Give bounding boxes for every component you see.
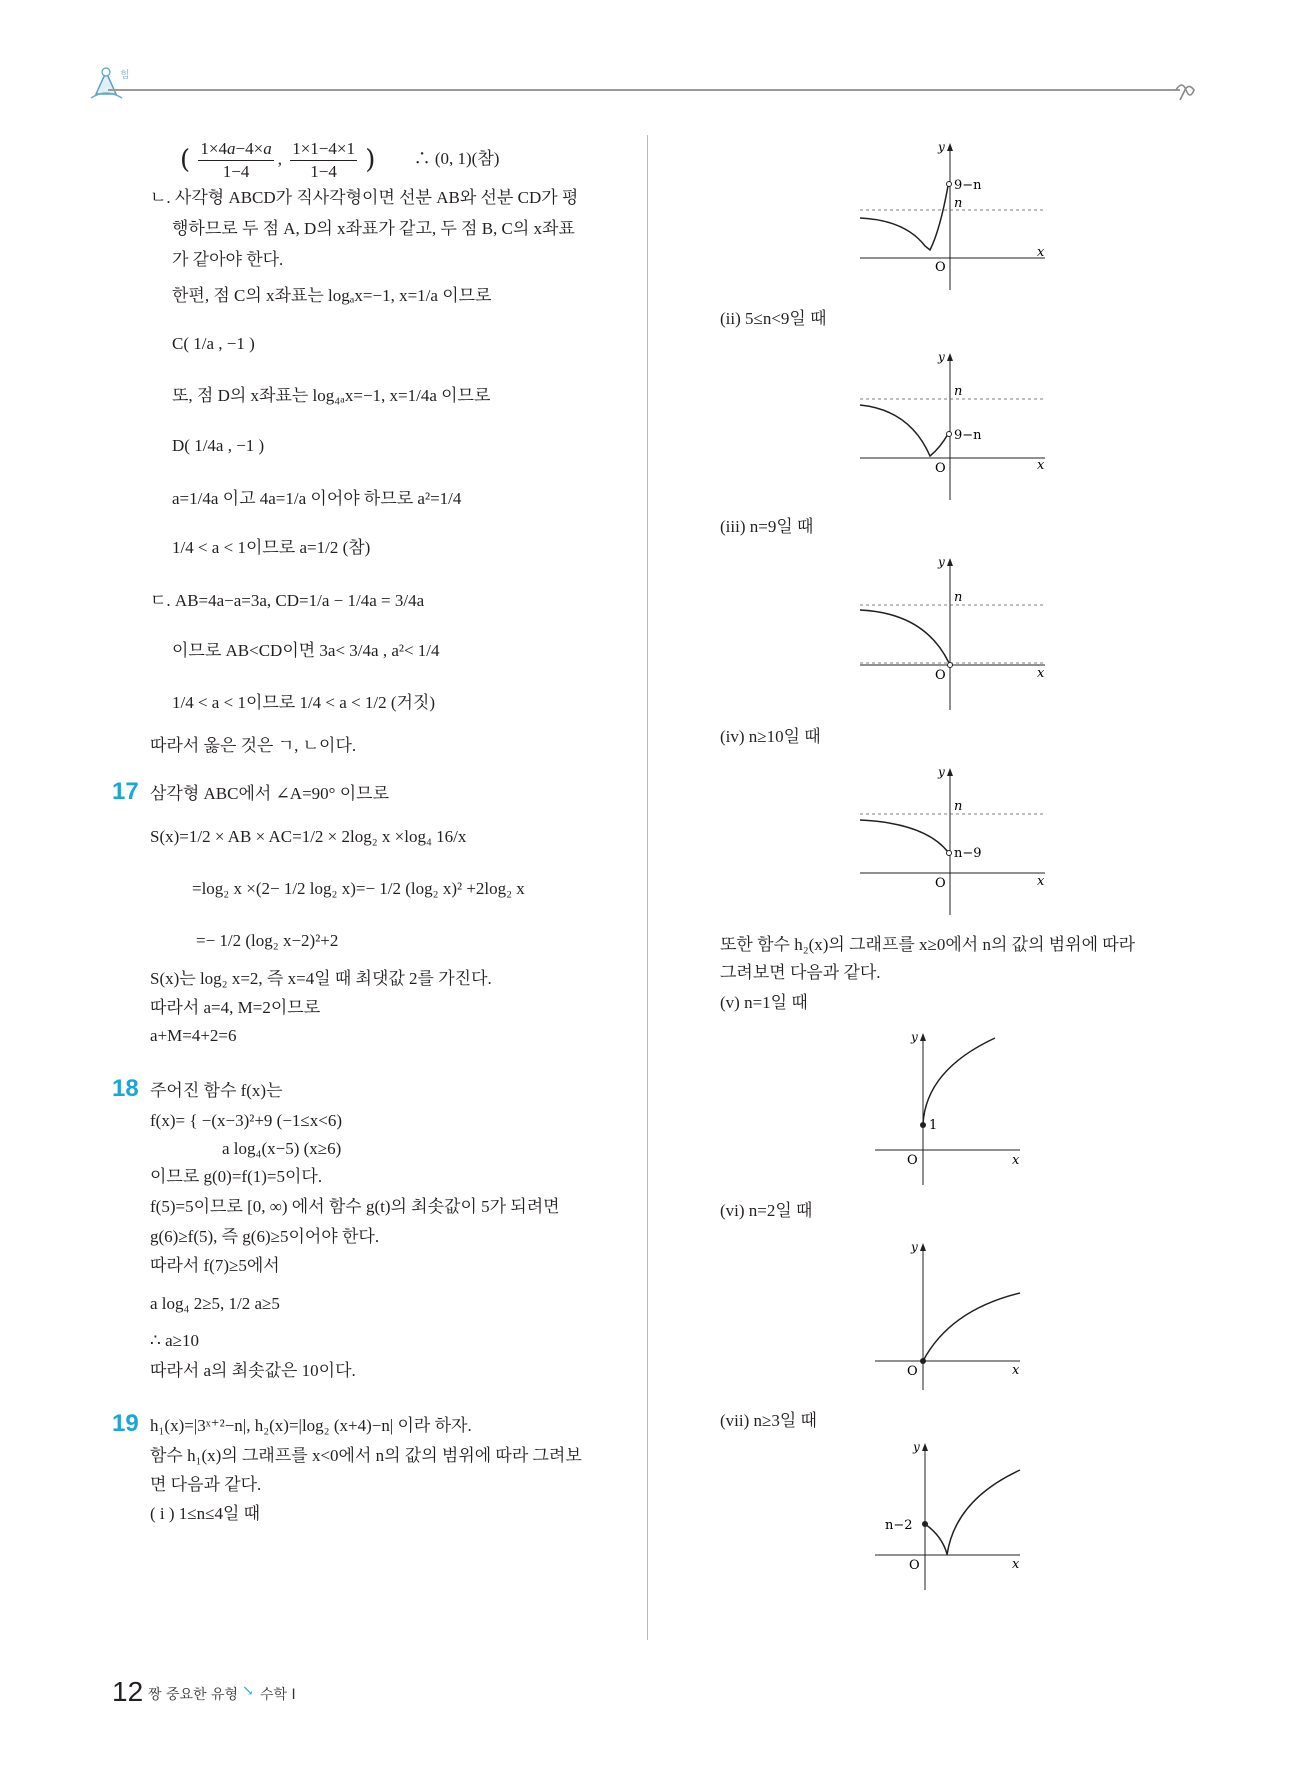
page-number: 12: [112, 1676, 144, 1707]
p18-line-6: g(6)≥f(5), 즉 g(6)≥5이어야 한다.: [150, 1227, 380, 1246]
right-text-1: 또한 함수 h₂(x)의 그래프를 x≥0에서 n의 값의 범위에 따라: [720, 935, 1136, 954]
p17-line-3: =log₂ x ×(2− 1/2 log₂ x)=− 1/2 (log₂ x)² +2log₂ x: [192, 879, 525, 898]
svg-text:y: y: [938, 555, 945, 569]
p18-line-7: 따라서 f(7)≥5에서: [150, 1256, 280, 1275]
svg-text:n: n: [954, 590, 963, 605]
graph-case-ii: [855, 350, 1055, 505]
svg-text:O: O: [935, 461, 946, 476]
svg-text:n−2: n−2: [885, 1518, 913, 1533]
p18-line-9: ∴ a≥10: [150, 1331, 199, 1350]
graph-case-vii: [870, 1440, 1030, 1595]
graph-case-iii: [855, 555, 1055, 715]
svg-text:9−n: 9−n: [954, 178, 982, 193]
svg-text:O: O: [907, 1364, 918, 1379]
subject-title: 수학 I: [260, 1687, 296, 1703]
left-line-4: 가 같아야 한다.: [172, 250, 284, 269]
graph-case-v: [870, 1030, 1030, 1190]
svg-text:y: y: [911, 1030, 918, 1044]
svg-text:y: y: [938, 350, 945, 364]
svg-text:9−n: 9−n: [954, 428, 982, 443]
left-line-1: ( $\frac{1\times 4a-4\times a}{1-4}$ , $\frac{1\times 1-4\times 1}{1-4}$ ) ∴ (0, 1)(참): [180, 139, 500, 181]
left-line-10: 1/4 < a < 1이므로 a=1/2 (참): [172, 538, 371, 557]
left-line-12: 이므로 AB<CD이면 3a< 3/4a , a²< 1/4: [172, 641, 440, 660]
graph-case-i: [855, 140, 1055, 295]
column-divider: [647, 135, 648, 1640]
graph-case-vi: [870, 1240, 1030, 1395]
svg-text:y: y: [911, 1240, 918, 1254]
svg-text:x: x: [1012, 1363, 1020, 1378]
left-line-6: C( 1/a , −1 ): [172, 334, 255, 353]
svg-text:y: y: [938, 765, 945, 779]
graph-case-iv: [855, 765, 1055, 920]
left-line-14: 따라서 옳은 것은 ㄱ, ㄴ이다.: [150, 736, 357, 755]
left-line-5: 한편, 점 C의 x좌표는 logₐx=−1, x=1/a 이므로: [172, 286, 492, 305]
label-case-iii: (iii) n=9일 때: [720, 517, 814, 536]
svg-text:O: O: [935, 876, 946, 891]
p18-line-5: f(5)=5이므로 [0, ∞) 에서 함수 g(t)의 최솟값이 5가 되려면: [150, 1197, 560, 1216]
svg-text:n−9: n−9: [954, 846, 982, 861]
svg-text:y: y: [938, 140, 945, 154]
svg-text:n: n: [954, 384, 963, 399]
svg-text:O: O: [935, 260, 946, 275]
svg-text:x: x: [1012, 1153, 1020, 1168]
label-case-v: (v) n=1일 때: [720, 993, 808, 1012]
svg-text:1: 1: [929, 1118, 938, 1133]
p19-line-2: 함수 h₁(x)의 그래프를 x<0에서 n의 값의 범위에 따라 그려보: [150, 1446, 582, 1465]
header-logo-text: 힘: [120, 70, 130, 81]
p19-line-3: 면 다음과 같다.: [150, 1475, 262, 1494]
p17-line-6: 따라서 a=4, M=2이므로: [150, 998, 321, 1017]
p18-line-1: 주어진 함수 f(x)는: [150, 1081, 283, 1100]
svg-text:O: O: [935, 668, 946, 683]
svg-text:n: n: [954, 799, 963, 814]
p17-line-4: =− 1/2 (log₂ x−2)²+2: [196, 931, 339, 950]
svg-text:x: x: [1037, 245, 1045, 260]
book-title: 짱 중요한 유형: [148, 1687, 239, 1703]
label-case-vii: (vii) n≥3일 때: [720, 1411, 817, 1430]
problem-number-17: 17: [112, 778, 139, 805]
left-line-11: ㄷ. AB=4a−a=3a, CD=1/a − 1/4a = 3/4a: [150, 591, 425, 610]
problem-number-19: 19: [112, 1410, 139, 1437]
label-case-vi: (vi) n=2일 때: [720, 1201, 813, 1220]
right-text-2: 그려보면 다음과 같다.: [720, 963, 881, 982]
left-line-8: D( 1/4a , −1 ): [172, 436, 265, 455]
p18-line-4: 이므로 g(0)=f(1)=5이다.: [150, 1167, 323, 1186]
svg-text:x: x: [1037, 458, 1045, 473]
ribbon-icon: [1172, 78, 1198, 104]
p19-line-1: h₁(x)=|3ˣ⁺²−n|, h₂(x)=|log₂ (x+4)−n| 이라 하자.: [150, 1416, 472, 1435]
p18-line-8: a log₄ 2≥5, 1/2 a≥5: [150, 1294, 280, 1313]
left-line-13: 1/4 < a < 1이므로 1/4 < a < 1/2 (거짓): [172, 693, 436, 712]
left-line-7: 또, 점 D의 x좌표는 log₄ₐx=−1, x=1/4a 이므로: [172, 386, 491, 405]
p17-line-7: a+M=4+2=6: [150, 1026, 237, 1045]
header-rule: [108, 89, 1180, 91]
p17-line-2: S(x)=1/2 × AB × AC=1/2 × 2log₂ x ×log₄ 16/x: [150, 827, 467, 846]
label-case-ii: (ii) 5≤n<9일 때: [720, 309, 827, 328]
svg-text:x: x: [1037, 874, 1045, 889]
header-logo-icon: [86, 62, 142, 102]
svg-text:x: x: [1037, 666, 1045, 681]
svg-text:O: O: [909, 1558, 920, 1573]
p17-line-5: S(x)는 log₂ x=2, 즉 x=4일 때 최댓값 2를 가진다.: [150, 969, 492, 988]
problem-number-18: 18: [112, 1075, 139, 1102]
p18-line-2: f(x)= { −(x−3)²+9 (−1≤x<6): [150, 1111, 342, 1130]
p18-line-10: 따라서 a의 최솟값은 10이다.: [150, 1361, 356, 1380]
svg-text:x: x: [1012, 1557, 1020, 1572]
footer-arrow-icon: ↘: [242, 1684, 254, 1699]
p19-line-4: ( i ) 1≤n≤4일 때: [150, 1504, 261, 1523]
svg-text:n: n: [954, 196, 963, 211]
left-line-2: ㄴ. 사각형 ABCD가 직사각형이면 선분 AB와 선분 CD가 평: [150, 188, 579, 207]
left-line-9: a=1/4a 이고 4a=1/a 이어야 하므로 a²=1/4: [172, 489, 462, 508]
svg-text:y: y: [913, 1440, 920, 1454]
p18-line-3: a log₄(x−5) (x≥6): [222, 1139, 342, 1158]
label-case-iv: (iv) n≥10일 때: [720, 727, 821, 746]
svg-text:O: O: [907, 1153, 918, 1168]
p17-line-1: 삼각형 ABC에서 ∠A=90° 이므로: [150, 784, 389, 803]
left-line-3: 행하므로 두 점 A, D의 x좌표가 같고, 두 점 B, C의 x좌표: [172, 219, 575, 238]
